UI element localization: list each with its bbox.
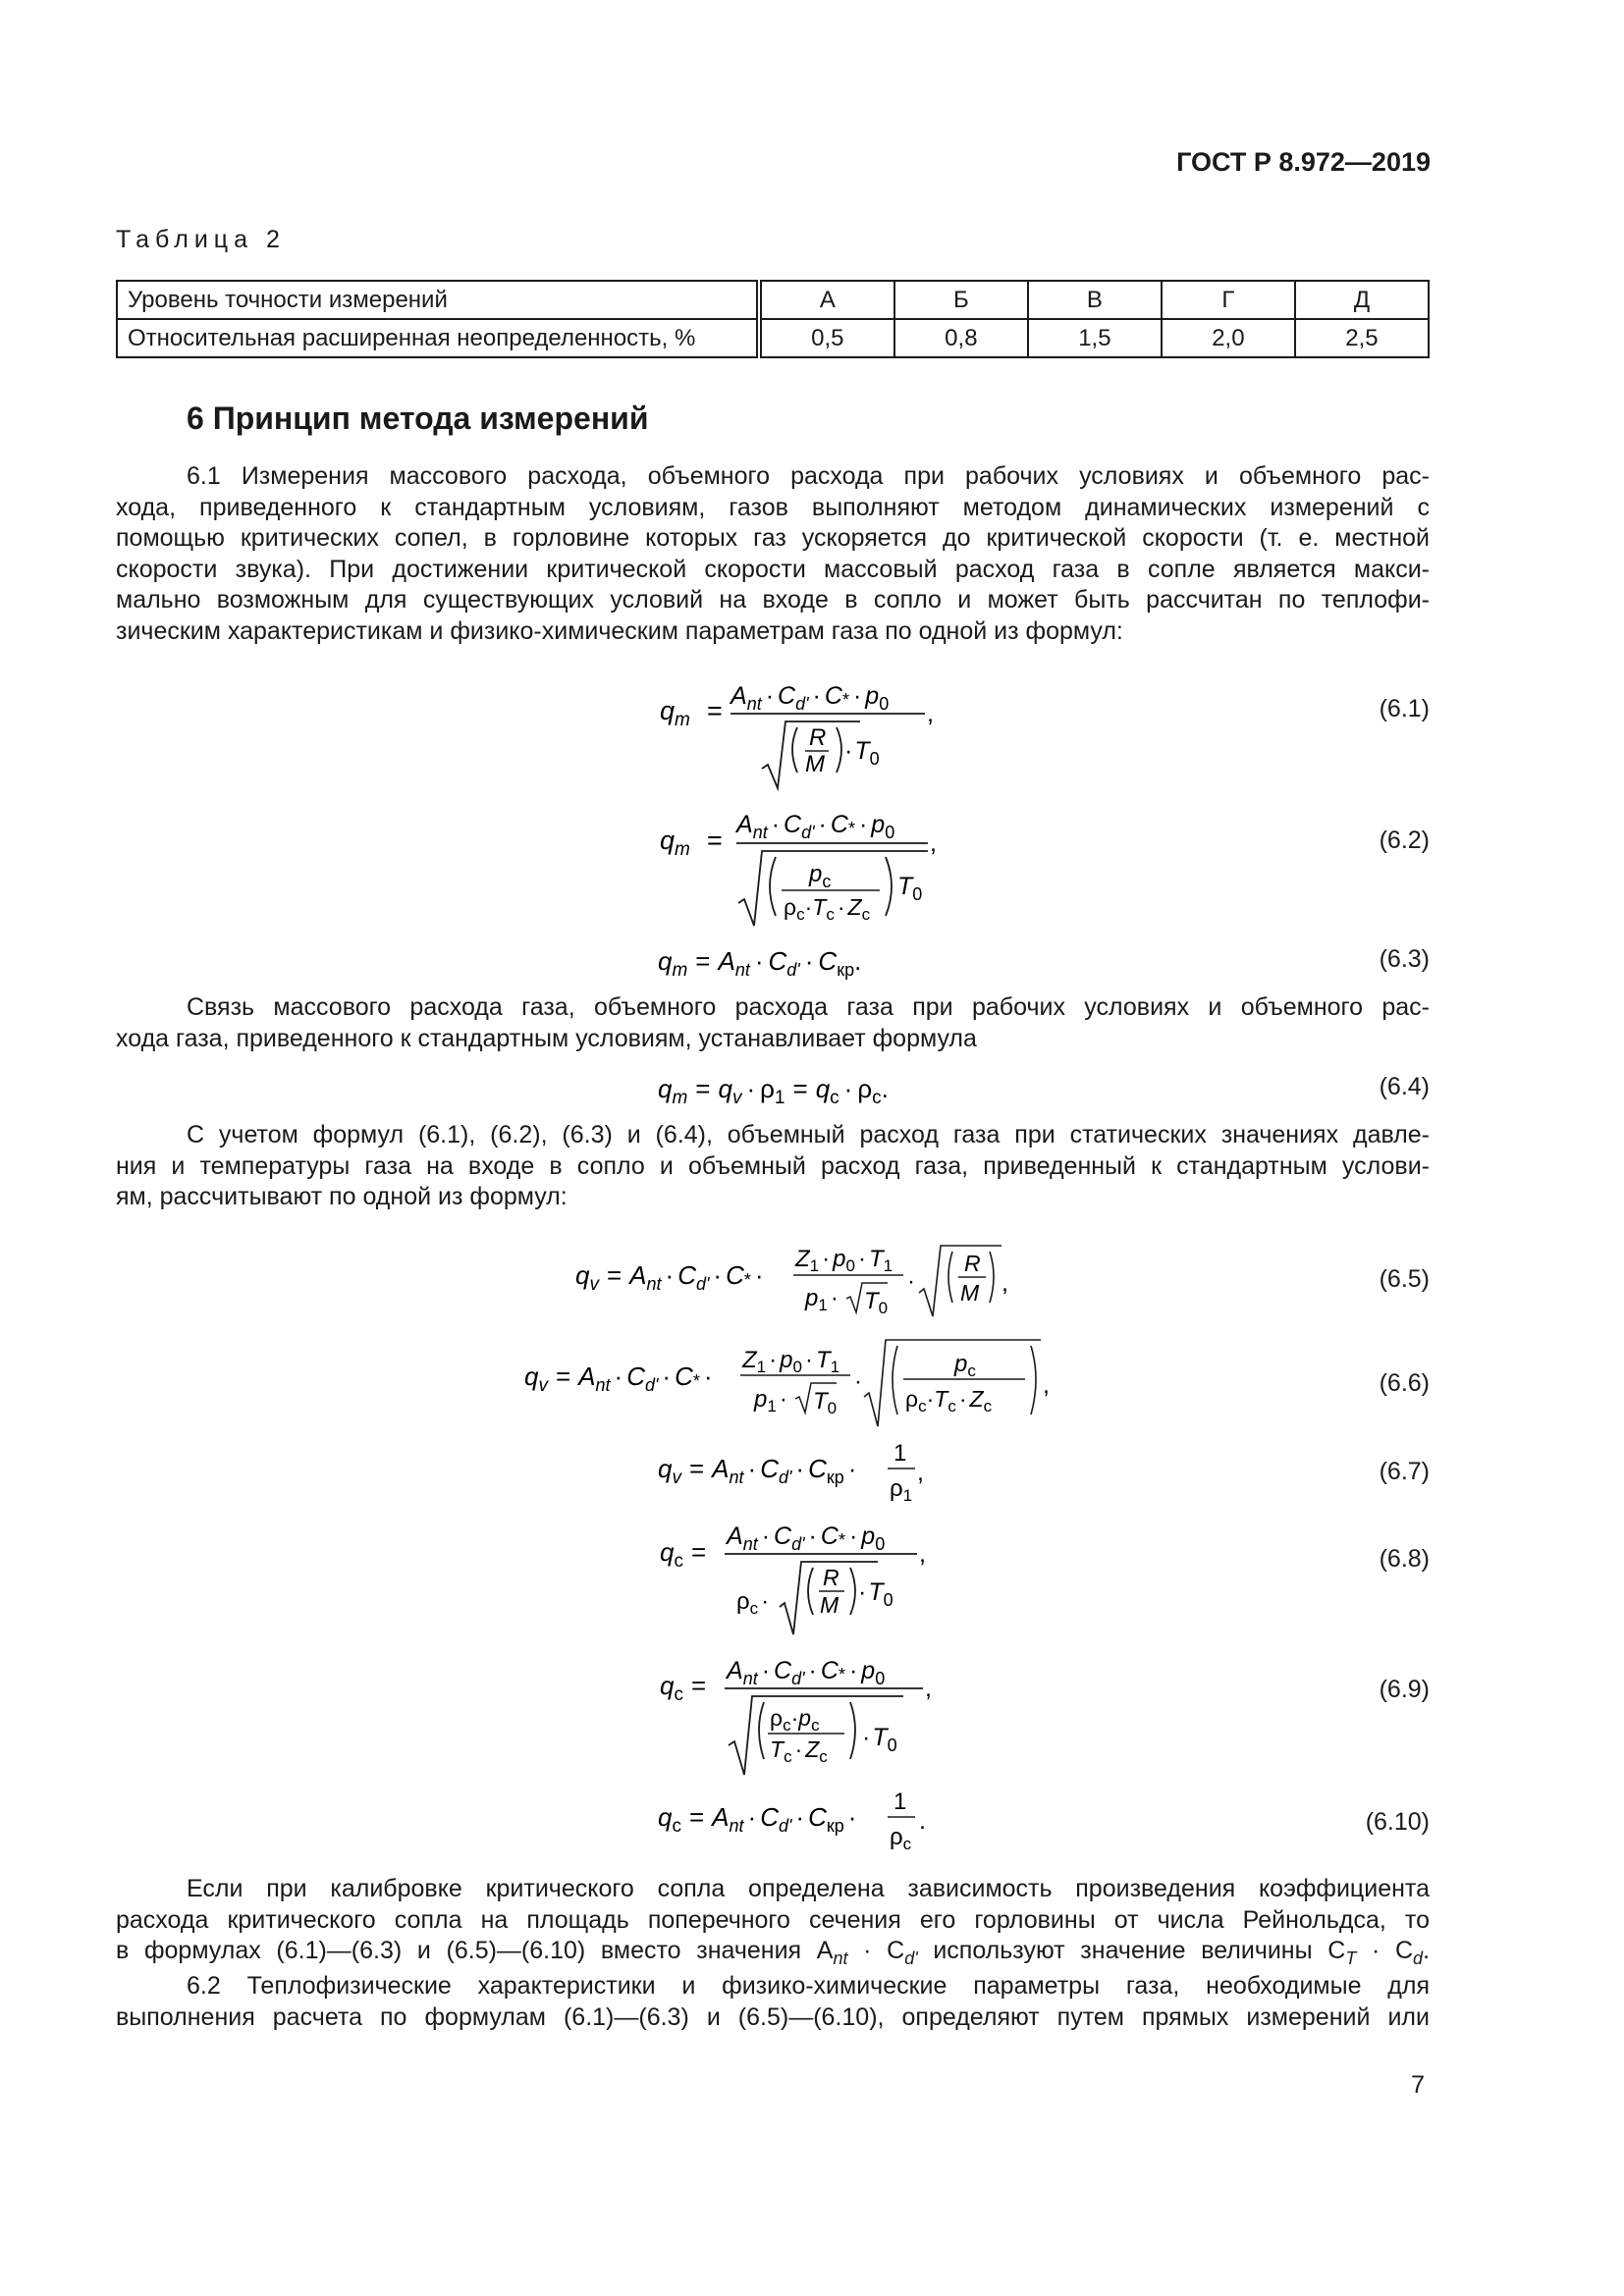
equation-number: (6.4) (1379, 1073, 1430, 1100)
svg-text:Ant·Cd'·C*·p0: $A_{nt} \cdot C_{d'} \cdot C* \cdot p_0$ (736, 811, 895, 842)
equation-number: (6.2) (1379, 827, 1430, 854)
formula-6-4 (648, 1065, 962, 1114)
formula-6-9 (648, 1649, 962, 1782)
text-line: С учетом формул (6.1), (6.2), (6.3) и (6.4), объемный расход газа при статических значениях давле- (187, 1121, 1430, 1148)
svg-text:·: · (907, 1268, 915, 1295)
text-line: мально возможным для существующих условий на входе в сопло и может быть рассчитан по теплофи- (116, 586, 1430, 614)
standard-header: ГОСТ Р 8.972—2019 (1176, 147, 1431, 177)
svg-text:1: 1 (893, 1789, 907, 1815)
paragraph-link (116, 992, 1430, 1054)
svg-text:pc: $p_c$ (954, 1351, 976, 1380)
formula-6-2 (648, 800, 962, 937)
table-cell-label: Относительная расширенная неопределенность, % (117, 319, 759, 357)
text-line: помощью критических сопел, в горловине которых газ ускоряется до критической скорости (т. е. местной (116, 524, 1430, 552)
svg-text:,: , (1043, 1371, 1050, 1399)
accuracy-table (116, 280, 1430, 358)
svg-text:Ant·Cd'·C*·p0: $A_{nt} \cdot C_{d'} \cdot C* \cdot p_0$ (731, 682, 890, 714)
svg-text:·T0: $\cdot T_0$ (844, 737, 880, 769)
svg-text:T0: $T_0$ (897, 873, 923, 904)
text-line: скорости звука). При достижении критической скорости массовый расход газа в сопле является макси- (116, 555, 1430, 583)
table-cell: 2,5 (1295, 319, 1429, 357)
svg-text:R: R (964, 1251, 981, 1276)
formula-6-3 (648, 937, 962, 987)
text-line: 6.1 Измерения массового расхода, объемного расхода при рабочих условиях и объемного рас- (187, 462, 1430, 490)
svg-text:.: . (919, 1807, 926, 1835)
svg-text:qm=Ant·Cd'·Cкр.: $q_m = A_{nt} \cdot C_{d'} \cdot C_{кр}$. (658, 946, 862, 981)
svg-text:qv=Ant·Cd'·C*·: $q_v = A_{nt} \cdot C_{d'} \cdot C*$ · (524, 1362, 713, 1396)
svg-text:qv=Ant·Cd'·C*·: $q_v = A_{nt} \cdot C_{d'} \cdot C*$ · (575, 1260, 764, 1295)
svg-text:M: M (960, 1280, 980, 1306)
formula-6-7 (648, 1433, 962, 1522)
svg-text:p1·: $p_1$ · (805, 1285, 839, 1314)
section-title: 6 Принцип метода измерений (187, 400, 649, 436)
svg-text:,: , (1001, 1269, 1008, 1297)
equation-number: (6.6) (1379, 1369, 1430, 1397)
formula-6-1 (648, 672, 962, 800)
svg-text:ρc: $\rho_c$ (890, 1824, 912, 1853)
equation-number: (6.8) (1379, 1545, 1430, 1573)
svg-text:=: = (707, 826, 723, 855)
table-cell: Д (1295, 281, 1429, 319)
text-line: в формулах (6.1)—(6.3) и (6.5)—(6.10) вместо значения $A_{nt} \cdot C_{d'}$ используют значение величины $C_T \cdot C_d$. (116, 1937, 1431, 1968)
text-line: расхода критического сопла на площадь поперечного сечения его горловины от числа Рейнольдса, то (116, 1905, 1430, 1934)
svg-text:,: , (917, 1459, 924, 1486)
paragraph-6-1 (116, 461, 1430, 647)
equation-number: (6.5) (1379, 1265, 1430, 1293)
svg-text:M: M (805, 751, 825, 777)
paragraph-6-2 (116, 1971, 1430, 2033)
svg-text:R: R (809, 724, 827, 751)
svg-text:ρc·: $\rho_c$ · (736, 1588, 770, 1618)
text-line: зическим характеристикам и физико-химическим параметрам газа по одной из формул: (116, 616, 1123, 645)
svg-text:=: = (707, 696, 723, 725)
svg-text:qc=: $q_c$ = (660, 1537, 707, 1572)
table-cell: А (759, 281, 894, 319)
table-cell: Б (894, 281, 1028, 319)
svg-text:,: , (930, 829, 937, 857)
text-line: Связь массового расхода газа, объемного расхода газа при рабочих условиях и объемного рас- (187, 993, 1430, 1021)
equation-number: (6.10) (1365, 1808, 1430, 1836)
svg-text:T0: $T_0$ (864, 1288, 889, 1317)
svg-text:Ant·Cd'·C*·p0: $A_{nt} \cdot C_{d'} \cdot C* \cdot p_0$ (727, 1657, 886, 1688)
svg-text:,: , (925, 1675, 932, 1702)
svg-text:qm: $q_m$ (660, 696, 690, 730)
table-row (117, 281, 1429, 319)
svg-text:ρ1: $\rho_1$ (890, 1475, 913, 1505)
svg-text:qm: $q_m$ (660, 826, 690, 860)
text-line: Если при калибровке критического сопла определена зависимость произведения коэффициента (187, 1875, 1430, 1902)
text-line: хода газа, приведенного к стандартным условиям, устанавливает формула (116, 1024, 977, 1052)
svg-text:R: R (823, 1565, 839, 1590)
page-number: 7 (1411, 2071, 1425, 2099)
svg-text:Ant·Cd'·C*·p0: $A_{nt} \cdot C_{d'} \cdot C* \cdot p_0$ (727, 1522, 886, 1554)
svg-text:Z1·p0·T1: $Z_1 \cdot p_0 \cdot T_1$ (742, 1347, 840, 1376)
text-line: ям, рассчитывают по одной из формул: (116, 1183, 568, 1210)
formula-6-10 (648, 1782, 962, 1870)
equation-number: (6.9) (1379, 1676, 1430, 1703)
svg-text:ρc·Tc·Zc: $\rho_c\cdot T_c \cdot Z_c$ (905, 1386, 993, 1415)
table-cell: 2,0 (1162, 319, 1295, 357)
table-cell: В (1028, 281, 1162, 319)
svg-text:·T0: $\cdot T_0$ (858, 1578, 893, 1610)
text-line: хода, приведенного к стандартным условиям, газов выполняют методом динамических измерений с (116, 493, 1430, 521)
svg-text:·T0: $\cdot T_0$ (862, 1724, 897, 1755)
svg-text:qc=: $q_c$ = (660, 1671, 707, 1705)
equation-number: (6.1) (1379, 695, 1430, 722)
svg-text:qc=Ant·Cd'·Cкр·: $q_c = A_{nt} \cdot C_{d'} \cdot C_{кр}$ · (658, 1802, 857, 1837)
svg-text:pc: $p_c$ (809, 861, 832, 891)
text-line: 6.2 Теплофизические характеристики и физико-химические параметры газа, необходимые для (187, 1972, 1430, 2000)
svg-text:,: , (919, 1540, 926, 1568)
svg-text:p1·: $p_1$ · (754, 1386, 787, 1415)
table-cell: 0,8 (894, 319, 1028, 357)
svg-text:·: · (854, 1368, 862, 1395)
paragraph-account (116, 1120, 1430, 1213)
table-cell: 1,5 (1028, 319, 1162, 357)
equation-number: (6.7) (1379, 1458, 1430, 1485)
svg-text:ρc·pc: $\rho_c\cdot p_c$ (770, 1705, 820, 1735)
table-cell: Г (1162, 281, 1295, 319)
svg-text:Tc·Zc: $T_c \cdot Z_c$ (770, 1736, 828, 1766)
formula-6-6 (518, 1330, 1068, 1438)
paragraph-calibration (116, 1874, 1430, 1975)
svg-text:1: 1 (893, 1440, 907, 1467)
formula-6-8 (648, 1517, 962, 1644)
svg-text:qv=Ant·Cd'·Cкр·: $q_v = A_{nt} \cdot C_{d'} \cdot C_{кр}$ · (658, 1454, 857, 1488)
table-caption: Таблица 2 (116, 226, 286, 253)
table-row (117, 319, 1429, 357)
svg-text:ρc·Tc·Zc: $\rho_c\cdot T_c \cdot Z_c$ (784, 894, 871, 924)
svg-text:M: M (820, 1592, 839, 1618)
svg-text:qm=qv·ρ1=qc·ρc.: $q_m = q_v \cdot \rho_1 = q_c \cdot \rho_c$. (658, 1074, 889, 1108)
svg-text:T0: $T_0$ (813, 1388, 838, 1417)
svg-text:,: , (927, 700, 934, 727)
svg-text:Z1·p0·T1: $Z_1 \cdot p_0 \cdot T_1$ (795, 1246, 893, 1275)
text-line: ния и температуры газа на входе в сопло и объемный расход газа, приведенный к стандартным услови- (116, 1151, 1430, 1180)
text-line: выполнения расчета по формулам (6.1)—(6.3) и (6.5)—(6.10), определяют путем прямых измерений или (116, 2002, 1430, 2031)
table-cell: 0,5 (759, 319, 894, 357)
table-cell-label: Уровень точности измерений (117, 281, 759, 319)
formula-6-5 (569, 1232, 1041, 1330)
equation-number: (6.3) (1379, 945, 1430, 973)
